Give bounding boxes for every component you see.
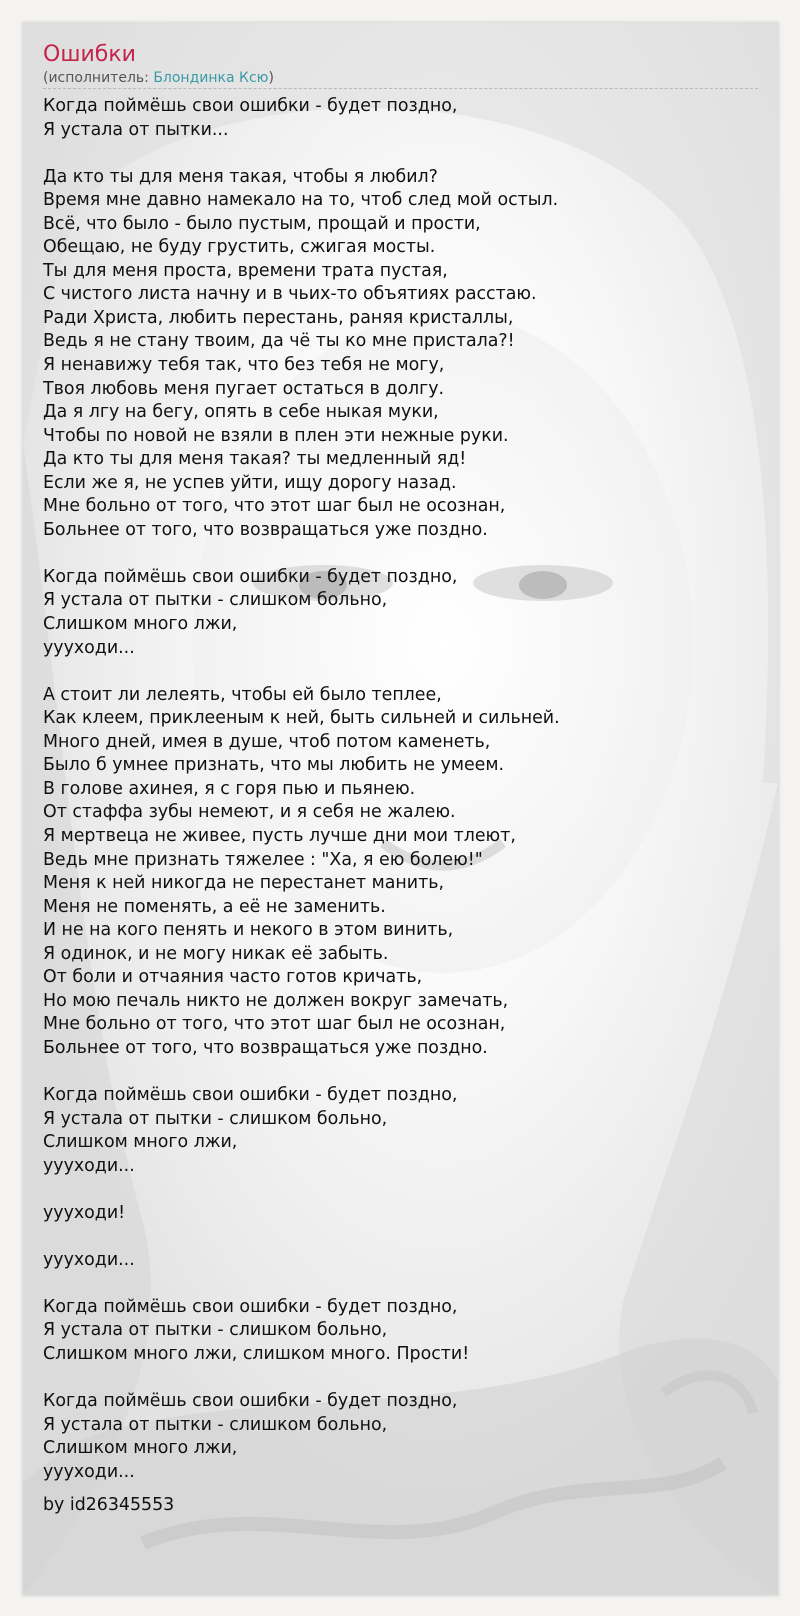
- lyric-line: Да кто ты для меня такая, чтобы я любил?: [43, 166, 438, 187]
- lyric-line: С чистого листа начну и в чьих-то объятиях расстаю.: [43, 284, 537, 305]
- lyric-line: Если же я, не успев уйти, ищу дорогу назад.: [43, 472, 457, 493]
- lyric-line: Да я лгу на бегу, опять в себе ныкая муки,: [43, 402, 439, 423]
- stanza-break: [43, 660, 758, 684]
- lyric-line: Слишком много лжи,: [43, 614, 238, 635]
- lyric-line: уууходи...: [43, 1461, 135, 1482]
- lyric-line: Когда поймёшь свои ошибки - будет поздно,: [43, 566, 458, 587]
- lyric-line: уууходи...: [43, 1249, 135, 1270]
- lyric-line: Слишком много лжи, слишком много. Прости!: [43, 1343, 470, 1364]
- lyric-line: Я ненавижу тебя так, что без тебя не могу,: [43, 355, 445, 376]
- stanza-break: [43, 1225, 758, 1249]
- lyric-line: Чтобы по новой не взяли в плен эти нежные руки.: [43, 425, 509, 446]
- lyric-line: Мне больно от того, что этот шаг был не осознан,: [43, 496, 506, 517]
- lyric-line: уууходи...: [43, 1155, 135, 1176]
- lyric-line: Мне больно от того, что этот шаг был не осознан,: [43, 1014, 506, 1035]
- lyric-line: Время мне давно намекало на то, чтоб след мой остыл.: [43, 190, 559, 211]
- lyric-line: Я устала от пытки...: [43, 119, 229, 140]
- lyric-line: Я устала от пытки - слишком больно,: [43, 1108, 388, 1129]
- lyric-line: Меня к ней никогда не перестанет манить,: [43, 873, 444, 894]
- lyric-line: Слишком много лжи,: [43, 1132, 238, 1153]
- lyric-line: Я устала от пытки - слишком больно,: [43, 1320, 388, 1341]
- lyric-line: Когда поймёшь свои ошибки - будет поздно,: [43, 96, 458, 116]
- author-credit: by id26345553: [43, 1495, 175, 1515]
- stanza-break: [43, 1272, 758, 1296]
- artist-prefix: (исполнитель:: [43, 70, 154, 86]
- lyric-line: Слишком много лжи,: [43, 1438, 238, 1459]
- song-title: Ошибки: [43, 42, 136, 67]
- lyric-line: От боли и отчаяния часто готов кричать,: [43, 967, 423, 988]
- stanza-break: [43, 1060, 758, 1084]
- lyric-line: Когда поймёшь свои ошибки - будет поздно,: [43, 1296, 458, 1317]
- lyric-line: Я устала от пытки - слишком больно,: [43, 590, 388, 611]
- lyric-line: Было б умнее признать, что мы любить не умеем.: [43, 755, 505, 776]
- lyric-line: уууходи...: [43, 637, 135, 658]
- artist-suffix: ): [268, 70, 274, 86]
- lyric-line: Ведь мне признать тяжелее : "Ха, я ею болею!": [43, 849, 483, 870]
- lyric-line: Ты для меня проста, времени трата пустая,: [43, 260, 448, 281]
- lyric-line: Я устала от пытки - слишком больно,: [43, 1414, 388, 1435]
- lyric-line: Ведь я не стану твоим, да чё ты ко мне пристала?!: [43, 331, 515, 352]
- lyric-line: Но мою печаль никто не должен вокруг замечать,: [43, 990, 509, 1011]
- artist-link[interactable]: Блондинка Ксю: [153, 70, 269, 86]
- lyrics-card: [22, 22, 779, 1596]
- lyric-line: Больнее от того, что возвращаться уже поздно.: [43, 1037, 488, 1058]
- lyric-line: Много дней, имея в душе, чтоб потом каменеть,: [43, 731, 491, 752]
- lyric-line: Обещаю, не буду грустить, сжигая мосты.: [43, 237, 436, 258]
- lyric-line: Я одинок, и не могу никак её забыть.: [43, 943, 389, 964]
- lyric-line: Когда поймёшь свои ошибки - будет поздно,: [43, 1391, 458, 1412]
- stanza-break: [43, 542, 758, 566]
- lyric-line: Больнее от того, что возвращаться уже поздно.: [43, 519, 488, 540]
- lyric-line: Всё, что было - было пустым, прощай и прости,: [43, 213, 481, 234]
- lyric-line: Как клеем, приклееным к ней, быть сильней и сильней.: [43, 708, 560, 729]
- lyric-line: Меня не поменять, а её не заменить.: [43, 896, 386, 917]
- lyric-line: А стоит ли лелеять, чтобы ей было теплее,: [43, 684, 442, 705]
- lyric-line: Ради Христа, любить перестань, раняя кристаллы,: [43, 307, 514, 328]
- lyric-line: Твоя любовь меня пугает остаться в долгу.: [43, 378, 445, 399]
- lyric-line: И не на кого пенять и некого в этом винить,: [43, 920, 454, 941]
- song-header: [43, 41, 758, 89]
- stanza-break: [43, 1178, 758, 1202]
- lyric-line: От стаффа зубы немеют, и я себя не жалею.: [43, 802, 456, 823]
- lyric-line: Да кто ты для меня такая? ты медленный яд!: [43, 449, 467, 470]
- lyric-line: Я мертвеца не живее, пусть лучше дни мои тлеют,: [43, 825, 516, 846]
- lyric-line: В голове ахинея, я с горя пью и пьянею.: [43, 778, 416, 799]
- lyrics-text: [43, 95, 758, 1484]
- lyric-line: уууходи!: [43, 1202, 126, 1223]
- lyric-line: Когда поймёшь свои ошибки - будет поздно,: [43, 1084, 458, 1105]
- stanza-break: [43, 142, 758, 166]
- artist-line: [43, 69, 758, 89]
- stanza-break: [43, 1367, 758, 1391]
